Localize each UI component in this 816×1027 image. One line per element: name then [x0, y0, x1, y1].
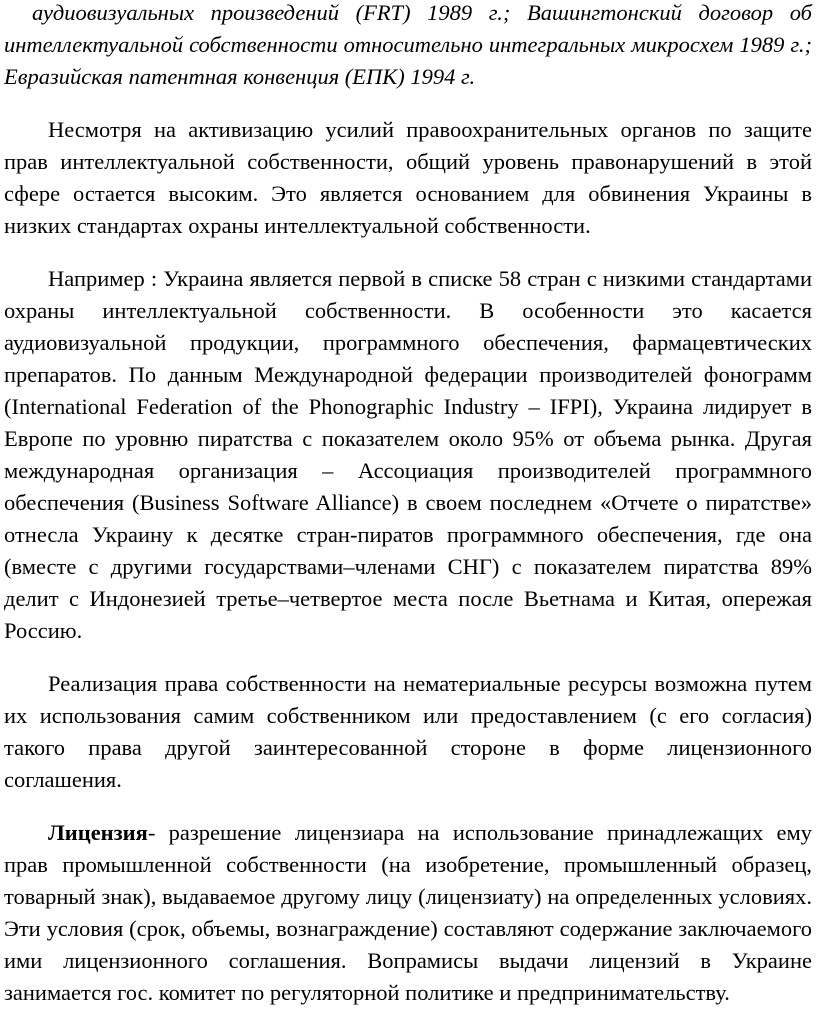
paragraph-piracy-example: Например : Украина является первой в списке 58 стран с низкими стандартами охраны интеллектуальной собственности. В особенности это касается аудиовизуальной продукции, программного обеспечения, фармацевтических препаратов. По данным Международной федерации производителей фонограмм (International Federation of the Phonographic Industry – IFPI), Украина лидирует в Европе по уровню пиратства с показателем около 95% от объема рынка. Другая международная организация – Ассоциация производителей программного обеспечения (Business Software Alliance) в своем последнем «Отчете о пиратстве» отнесла Украину к десятке стран-пиратов программного обеспечения, где она (вместе с другими государствами–членами СНГ) с показателем пиратства 89% делит с Индонезией третье–четвертое места после Вьетнама и Китая, опережая Россию. — [4, 266, 812, 643]
paragraph-enforcement: Несмотря на активизацию усилий правоохранительных органов по защите прав интеллектуальной собственности, общий уровень правонарушений в этой сфере остается высоким. Это является основанием для обвинения Украины в низких стандартах охраны интеллектуальной собственности. — [4, 117, 812, 238]
paragraph-ownership-realization: Реализация права собственности на нематериальные ресурсы возможна путем их использования самим собственником или предоставлением (с его согласия) такого права другой заинтересованной стороне в форме лицензионного соглашения. — [4, 671, 812, 792]
license-definition-text: - разрешение лицензиара на использование принадлежащих ему прав промышленной собственности (на изобретение, промышленный образец, товарный знак), выдаваемое другому лицу (лицензиату) на определенных условиях. Эти условия (срок, объемы, вознаграждение) составляют содержание заключаемого ими лицензионного соглашения. Вопрамисы выдачи лицензий в Украине занимается гос. комитет по регуляторной политике и предпринимательству. — [4, 820, 812, 1005]
license-term: Лицензия — [48, 820, 148, 845]
intro-italic-paragraph: аудиовизуальных произведений (FRT) 1989 г.; Вашингтонский договор об интеллектуальной собственности относительно интегральных микросхем 1989 г.; Евразийская патентная конвенция (ЕПК) 1994 г. — [4, 0, 812, 89]
paragraph-license-definition — [4, 817, 812, 1009]
